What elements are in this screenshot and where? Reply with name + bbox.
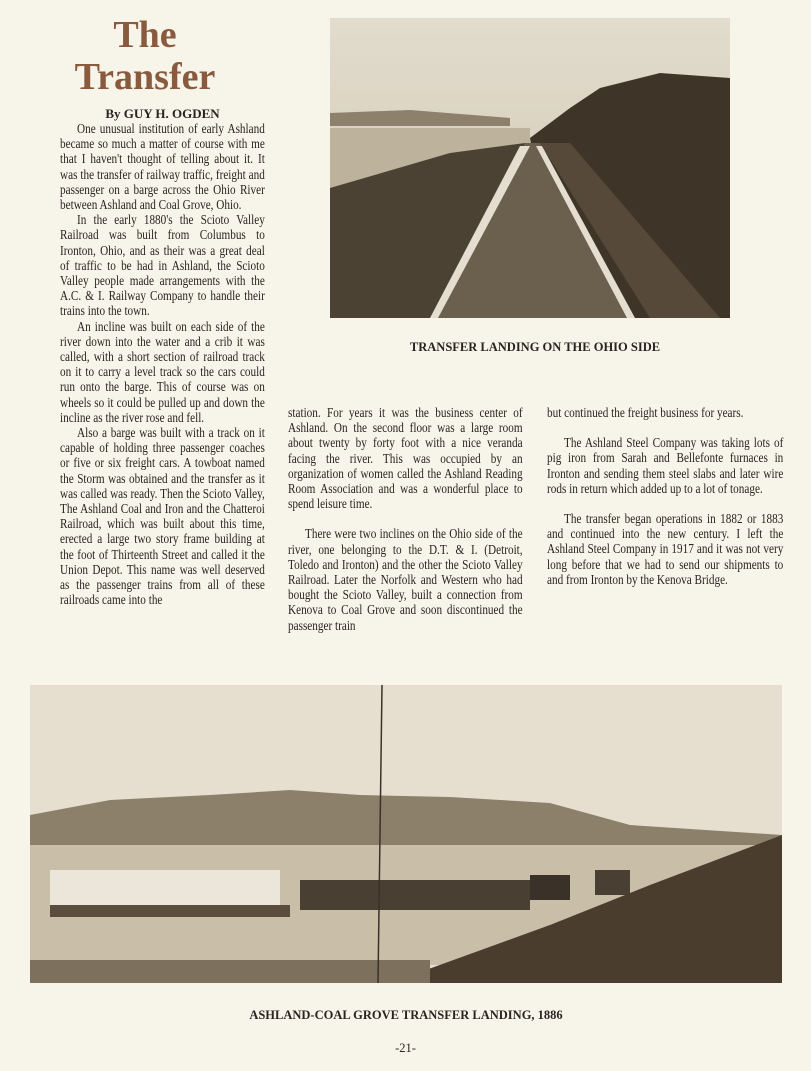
article-title	[40, 14, 250, 98]
top-photo-caption: TRANSFER LANDING ON THE OHIO SIDE	[409, 340, 661, 354]
paragraph: In the early 1880's the Scioto Valley Railroad was built from Columbus to Ironton, Ohio, and as their was a great deal of traffic to be had in Ashland, the Scioto Valley people made arrangements with the A.C. & I. Railway Company to handle their trains into the town.	[60, 212, 265, 319]
bottom-photo-caption: ASHLAND-COAL GROVE TRANSFER LANDING, 1886	[249, 1008, 563, 1022]
title-line-1: The	[113, 14, 177, 56]
paragraph: The Ashland Steel Company was taking lots of pig iron from Sarah and Bellefonte furnaces in Ironton and sending them steel slabs and later wire rods in return which added up to a lot of tonage.	[547, 435, 784, 496]
paragraph: station. For years it was the business center of Ashland. On the second floor was a large room about twenty by forty foot with a nice veranda facing the river. This was occupied by an organization of women called the Ashland Reading Room Association and was a wonderful place to spend leisure time.	[288, 405, 523, 512]
byline: By GUY H. OGDEN	[105, 106, 220, 121]
title-line-2: Transfer	[74, 56, 216, 98]
column-3	[547, 405, 783, 587]
page-number: -21-	[395, 1041, 416, 1055]
paragraph: One unusual institution of early Ashland became so much a matter of course with me that I haven't thought of telling about it. It was the transfer of railway traffic, freight and passenger on a barge across the Ohio River between Ashland and Coal Grove, Ohio.	[60, 121, 265, 213]
paragraph: An incline was built on each side of the river down into the water and a crib it was called, with a short section of railroad track on it to carry a level track so the cars could run onto the barge. This of course was on wheels so it could be pulled up and down the incline as the river rose and fell.	[60, 318, 265, 425]
column-1	[60, 121, 265, 608]
paragraph: but continued the freight business for years.	[547, 405, 744, 420]
column-2	[288, 405, 523, 633]
paragraph: Also a barge was built with a track on it capable of holding three passenger coaches or five or six freight cars. A towboat named the Storm was obtained and the transfer as it was called was ready. Then the Scioto Valley, The Ashland Coal and Iron and the Chatteroi Railroad, which was built about this time, erected a large two story frame building at the foot of Thirteenth Street and called it the Union Depot. This name was well deserved as the passenger trains from all of these railroads came into the	[60, 425, 265, 608]
railroad-track-photo	[330, 18, 730, 318]
paragraph: The transfer began operations in 1882 or 1883 and continued into the new century. I left the Ashland Steel Company in 1917 and it was not very long before that we had to send our shipments to and from Ironton by the Kenova Bridge.	[547, 511, 784, 587]
transfer-landing-1886-photo	[30, 685, 782, 983]
paragraph: There were two inclines on the Ohio side of the river, one belonging to the D.T. & I. (Detroit, Toledo and Ironton) and the other the Scioto Valley Railroad. Later the Norfolk and Western who had bought the Scioto Valley, built a connection from Kenova to Coal Grove and soon discontinued the passenger train	[288, 526, 523, 633]
